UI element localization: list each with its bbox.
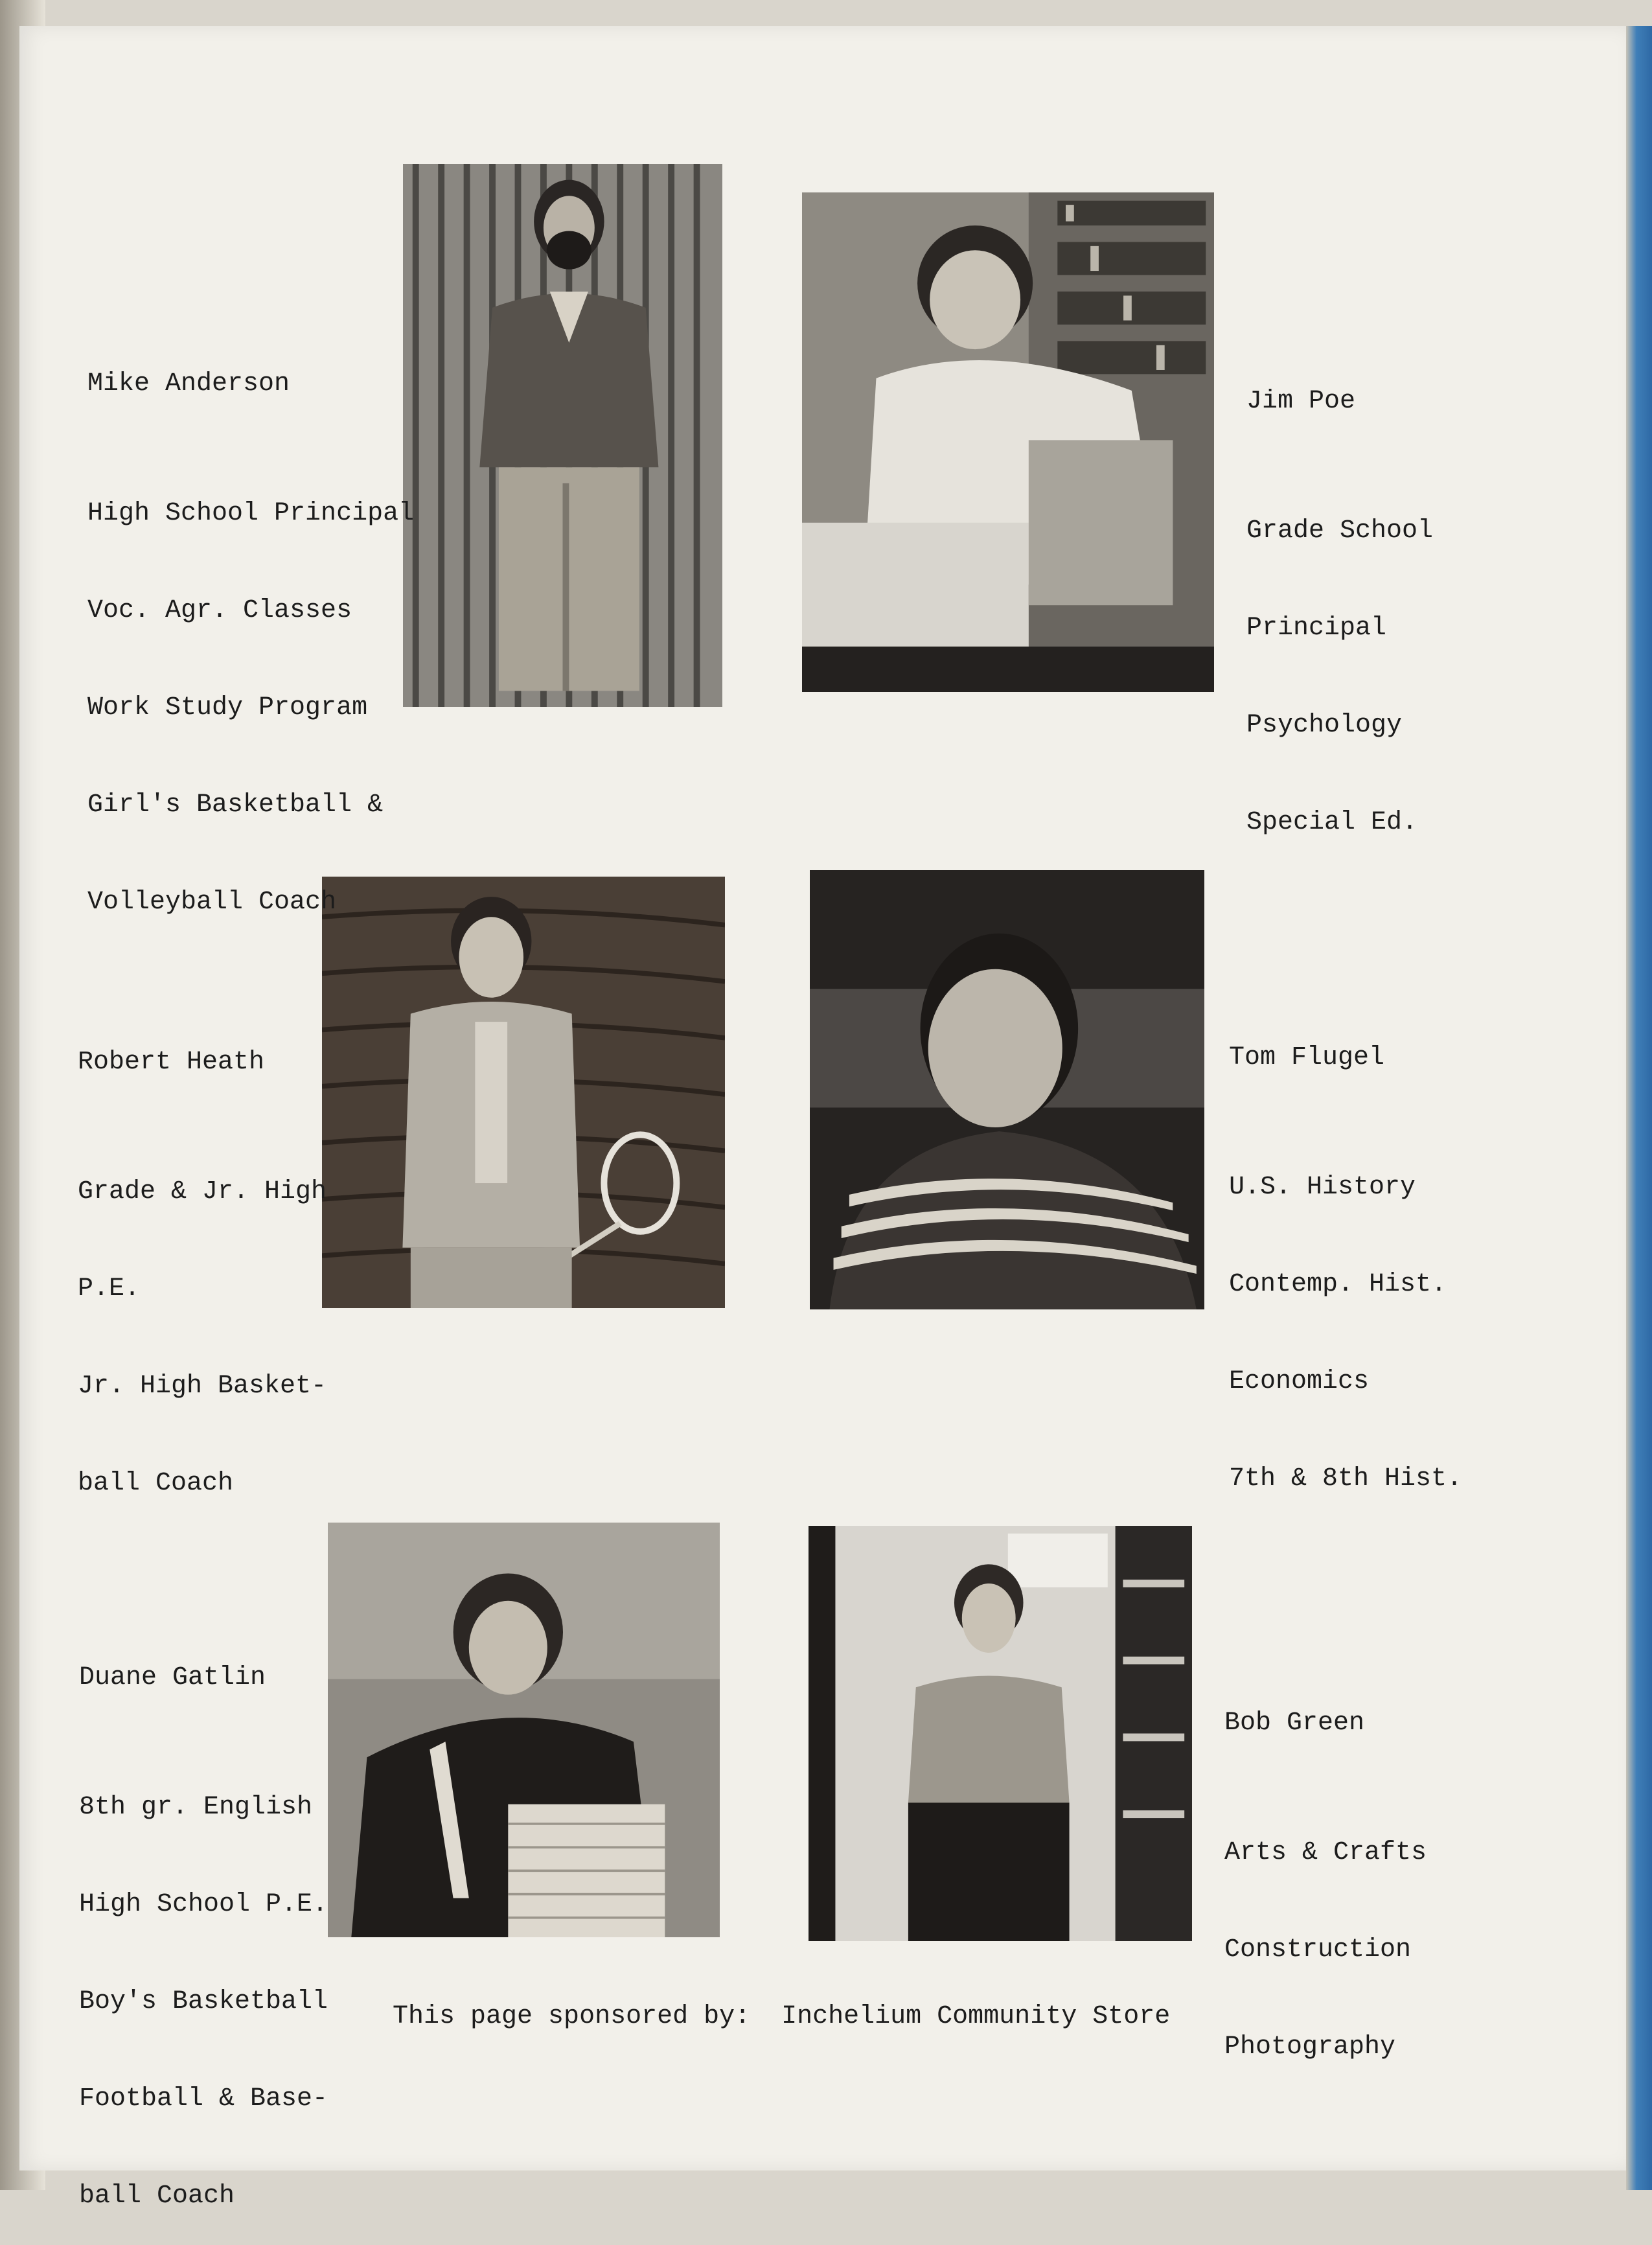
caption-jim-poe (1246, 321, 1433, 871)
staff-role: Girl's Basketball & (87, 790, 384, 820)
staff-role: Grade School (1246, 516, 1434, 546)
staff-role: Principal (1246, 614, 1387, 643)
staff-role: Construction (1224, 1935, 1412, 1964)
staff-role: Voc. Agr. Classes (87, 596, 352, 625)
sponsor-label: This page sponsored by: (393, 2002, 751, 2031)
blue-cover-edge (1626, 26, 1652, 2190)
staff-name: Mike Anderson (87, 369, 290, 398)
photo-mike-anderson (403, 164, 722, 707)
staff-role: 7th & 8th Hist. (1229, 1464, 1463, 1493)
staff-name: Duane Gatlin (79, 1663, 266, 1692)
staff-role: Football & Base- (79, 2084, 328, 2113)
staff-name: Tom Flugel (1229, 1043, 1385, 1072)
staff-role: Psychology (1246, 711, 1403, 740)
caption-robert-heath (78, 982, 327, 1532)
sponsor-line (361, 1973, 1170, 2031)
staff-role: ball Coach (78, 1469, 234, 1498)
caption-duane-gatlin (79, 1597, 328, 2245)
staff-name: Robert Heath (78, 1048, 265, 1077)
staff-role: High School Principal (87, 499, 415, 528)
staff-role: Photography (1224, 2032, 1396, 2062)
photo-jim-poe (802, 192, 1214, 692)
staff-role: Arts & Crafts (1224, 1838, 1427, 1867)
caption-mike-anderson (87, 303, 414, 951)
photo-tom-flugel (810, 870, 1204, 1309)
staff-role: Boy's Basketball (79, 1987, 328, 2016)
photo-duane-gatlin (328, 1523, 720, 1937)
staff-role: High School P.E. (79, 1890, 328, 1919)
caption-tom-flugel (1229, 977, 1462, 1528)
staff-role: Contemp. Hist. (1229, 1270, 1447, 1299)
staff-name: Bob Green (1224, 1709, 1365, 1738)
staff-role: ball Coach (79, 2182, 235, 2211)
staff-role: Special Ed. (1246, 808, 1418, 837)
staff-role: Economics (1229, 1367, 1370, 1396)
staff-role: Jr. High Basket- (78, 1372, 327, 1401)
staff-role: 8th gr. English (79, 1793, 313, 1822)
staff-role: Grade & Jr. High (78, 1177, 327, 1206)
staff-role: U.S. History (1229, 1173, 1416, 1202)
photo-bob-green (809, 1526, 1192, 1941)
sponsor-name: Inchelium Community Store (781, 2002, 1171, 2031)
staff-role: P.E. (78, 1274, 141, 1304)
staff-role: Volleyball Coach (87, 888, 337, 917)
staff-role: Work Study Program (87, 693, 368, 722)
staff-name: Jim Poe (1246, 387, 1356, 416)
caption-bob-green (1224, 1642, 1427, 2096)
